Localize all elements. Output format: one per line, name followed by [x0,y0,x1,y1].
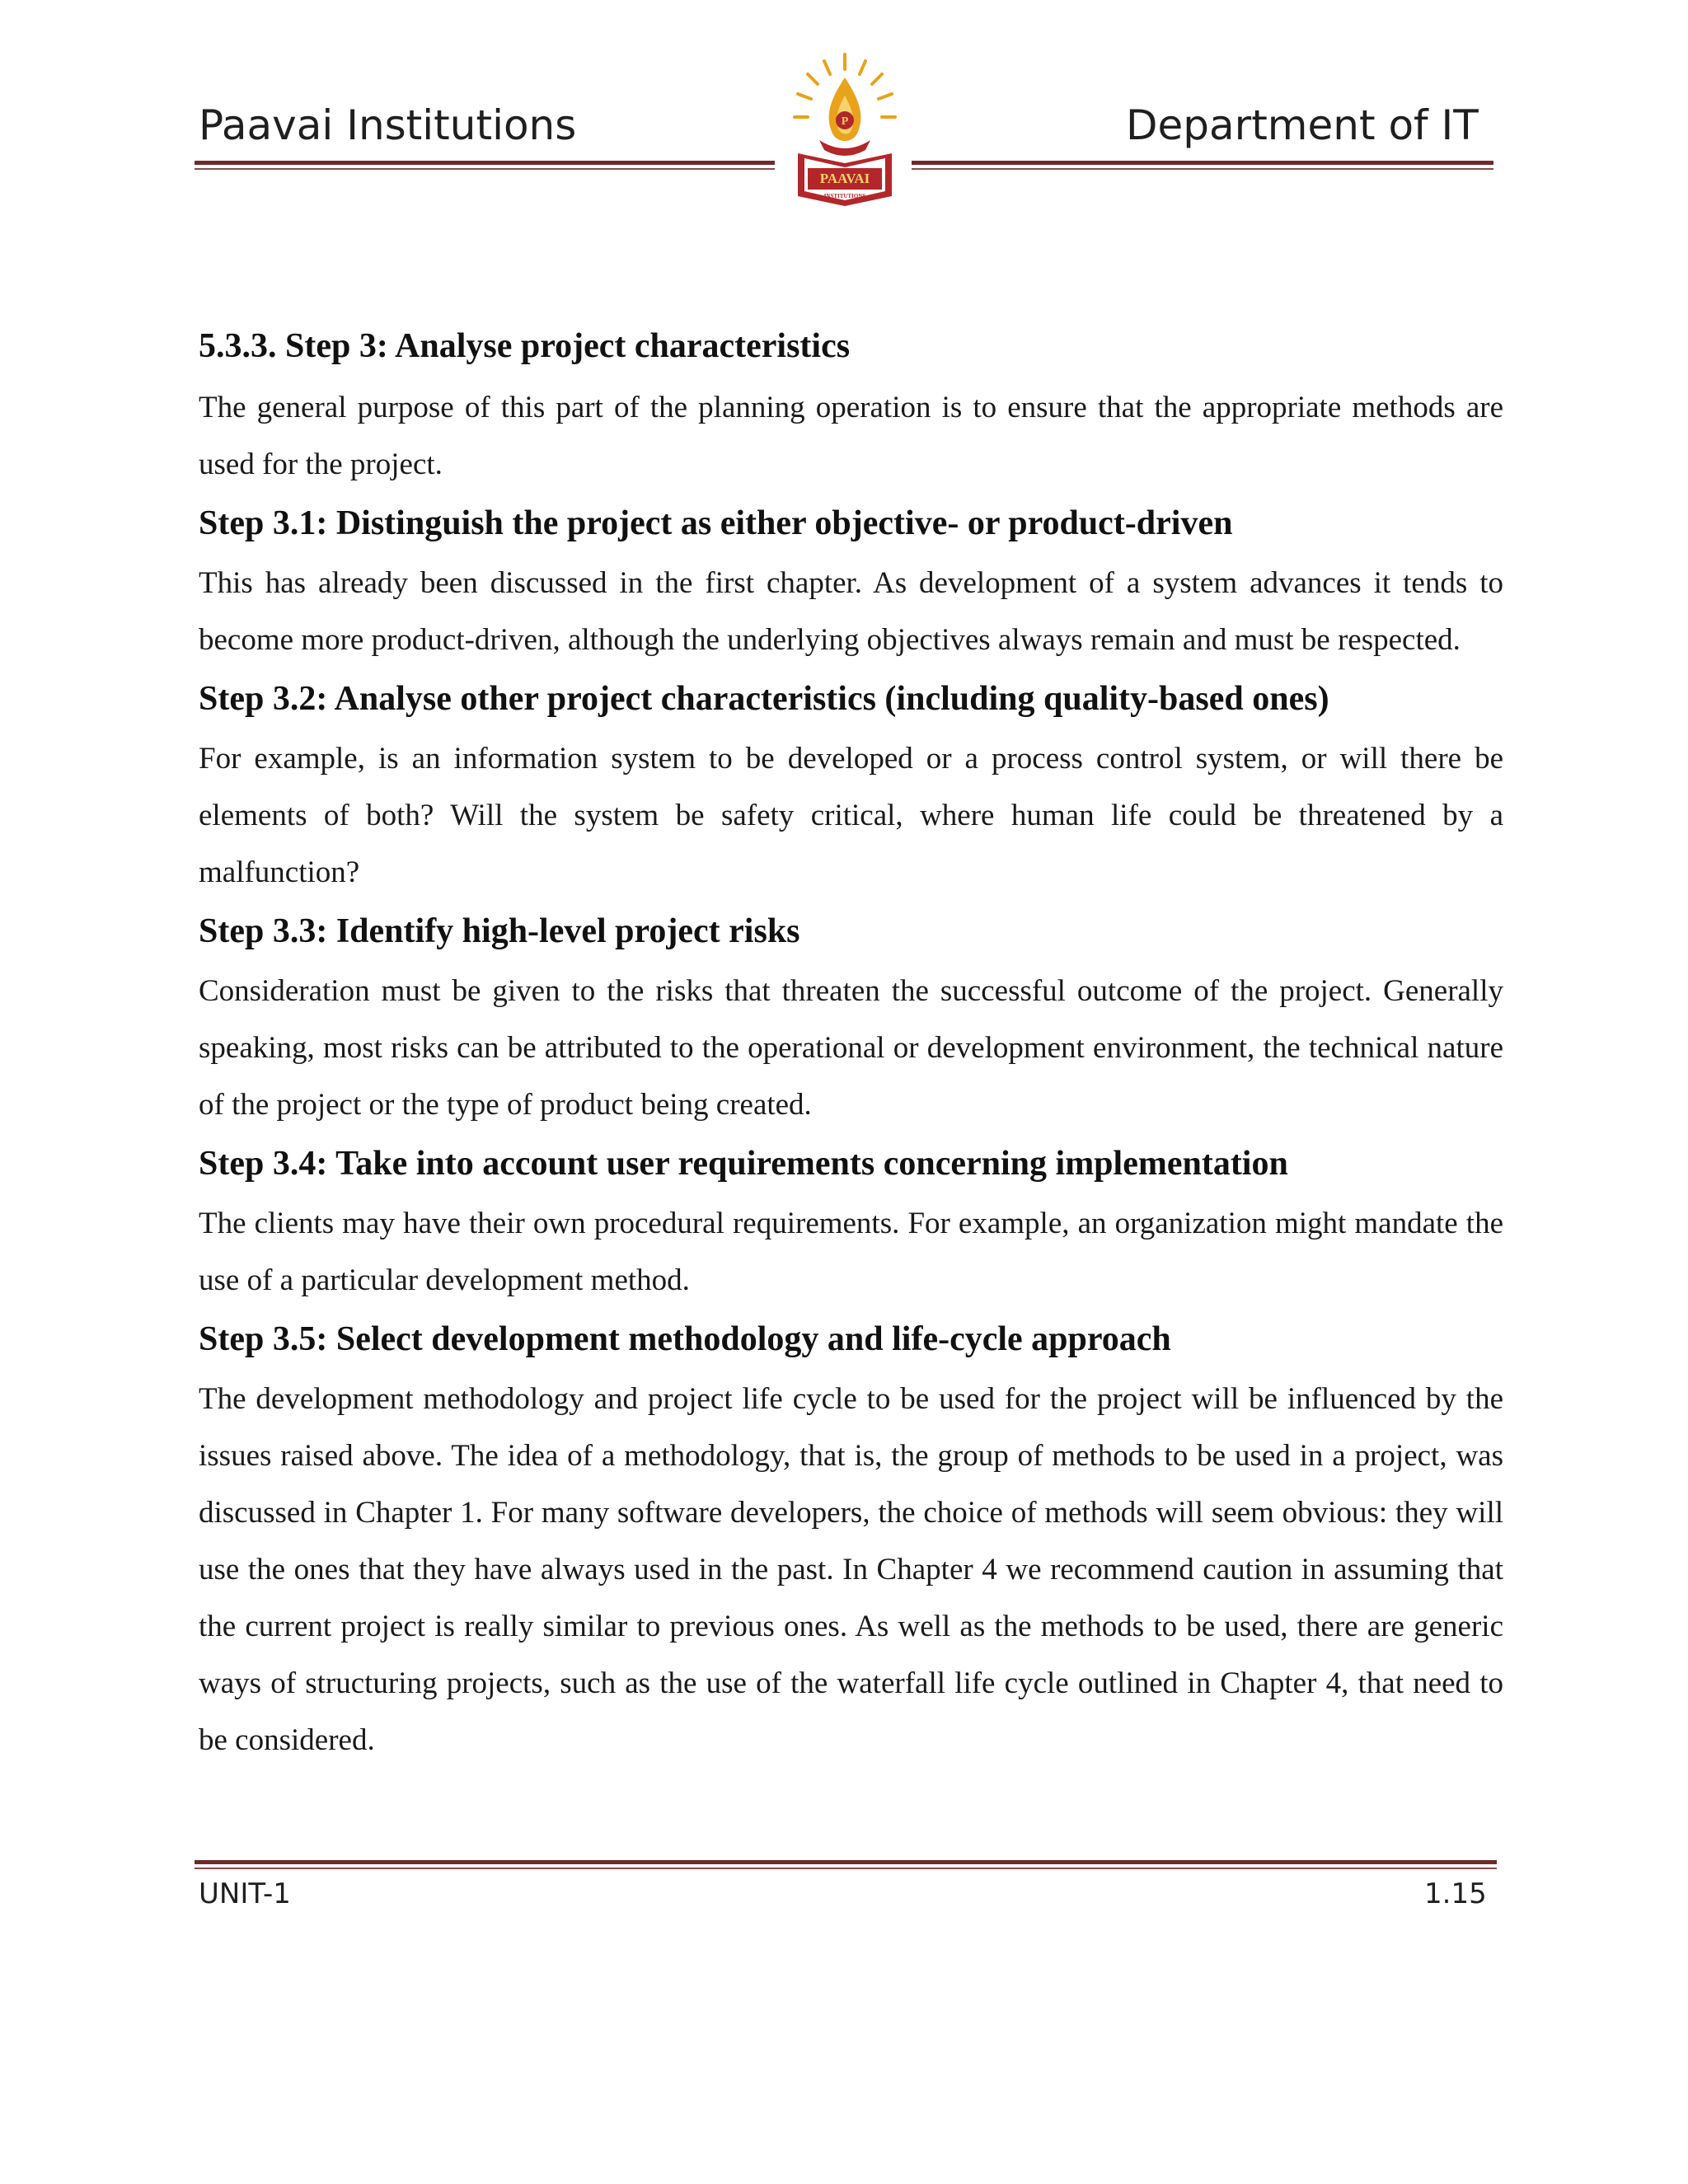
step-3-1-heading: Step 3.1: Distinguish the project as either objective- or product-driven [199,504,1233,542]
header-rule-right [912,161,1493,165]
step-3-3-heading: Step 3.3: Identify high-level project risks [199,912,800,950]
logo-graphic [783,48,907,217]
header-rule-left-thin [195,168,775,170]
step-3-4-body: The clients may have their own procedural requirements. For example, an organization might mandate the use of a particular development method. [199,1207,1503,1297]
footer-unit: UNIT-1 [199,1877,291,1910]
footer-rule-thin [195,1868,1497,1869]
header-rule-left [195,161,775,165]
step-3-2-heading: Step 3.2: Analyse other project characteristics (including quality-based ones) [199,680,1329,718]
step-3-5-heading: Step 3.5: Select development methodology and life-cycle approach [199,1320,1171,1358]
svg-text:INSTITUTIONS: INSTITUTIONS [823,193,866,199]
step-3-2-body: For example, is an information system to be developed or a process control system, or will there be elements of both? Will the system be safety critical, where human life could be threatened by a malfunction? [199,742,1503,889]
header-institution: Paavai Institutions [199,101,577,149]
svg-text:PAAVAI: PAAVAI [819,171,870,186]
header-department: Department of IT [1126,101,1479,149]
header-rule-right-thin [912,168,1493,170]
page-content [199,321,1503,1774]
page-number: 1.15 [1424,1877,1487,1910]
section-title: 5.3.3. Step 3: Analyse project characteristics [199,327,851,365]
step-3-1-body: This has already been discussed in the first chapter. As development of a system advances it tends to become more product-driven, although the underlying objectives always remain and must be respected. [199,566,1503,657]
footer-rule [195,1860,1497,1864]
svg-text:P: P [841,115,849,128]
intro-paragraph: The general purpose of this part of the planning operation is to ensure that the appropriate methods are used for the project. [199,391,1503,481]
step-3-5-body: The development methodology and project life cycle to be used for the project will be influenced by the issues raised above. The idea of a methodology, that is, the group of methods to be used in a project, was discussed in Chapter 1. For many software developers, the choice of methods will seem obvious: they will use the ones that they have always used in the past. In Chapter 4 we recommend caution in assuming that the current project is really similar to previous ones. As well as the methods to be used, there are generic ways of structuring projects, such as the use of the waterfall life cycle outlined in Chapter 4, that need to be considered. [199,1382,1503,1757]
institution-logo [783,48,907,217]
step-3-4-heading: Step 3.4: Take into account user requirements concerning implementation [199,1145,1288,1183]
step-3-3-body: Consideration must be given to the risks that threaten the successful outcome of the project. Generally speaking, most risks can be attributed to the operational or development environment, the technical nature of the project or the type of product being created. [199,974,1503,1122]
